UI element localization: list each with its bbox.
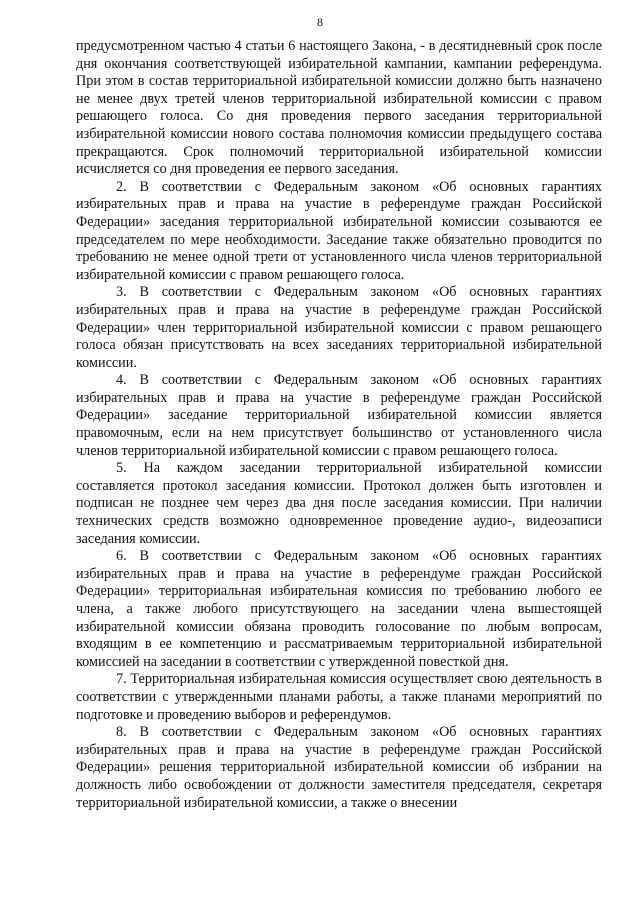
paragraph-item-3: 3. В соответствии с Федеральным законом «Об основных гарантиях избирательных прав и права на участие в референдуме граждан Российской Федерации» член территориальной избирательной комиссии с правом решающего голоса обязан присутствовать на всех заседаниях территориальной избирательной комиссии.	[76, 284, 602, 371]
document-body	[76, 38, 602, 812]
paragraph-item-7: 7. Территориальная избирательная комиссия осуществляет свою деятельность в соответствии с утвержденными планами работы, а также планами мероприятий по подготовке и проведению выборов и референдумов.	[76, 671, 602, 723]
paragraph-item-6: 6. В соответствии с Федеральным законом «Об основных гарантиях избирательных прав и права на участие в референдуме граждан Российской Федерации» территориальная избирательная комиссия по требованию любого ее члена, а также любого присутствующего на заседании члена вышестоящей избирательной комиссии обязана проводить голосование по любым вопросам, входящим в ее компетенцию и рассматриваемым территориальной избирательной комиссией на заседании в соответствии с утвержденной повесткой дня.	[76, 548, 602, 670]
paragraph-item-4: 4. В соответствии с Федеральным законом «Об основных гарантиях избирательных прав и права на участие в референдуме граждан Российской Федерации» заседание территориальной избирательной комиссии является правомочным, если на нем присутствует большинство от установленного числа членов территориальной избирательной комиссии с правом решающего голоса.	[76, 372, 602, 459]
paragraph-item-5: 5. На каждом заседании территориальной избирательной комиссии составляется протокол заседания комиссии. Протокол должен быть изготовлен и подписан не позднее чем через два дня после заседания комиссии. При наличии технических средств возможно одновременное проведение аудио-, видеозаписи заседания комиссии.	[76, 460, 602, 547]
paragraph-continuation: предусмотренном частью 4 статьи 6 настоящего Закона, - в десятидневный срок после дня окончания соответствующей избирательной кампании, кампании референдума. При этом в состав территориальной избирательной комиссии должно быть назначено не менее двух третей членов территориальной избирательной комиссии с правом решающего голоса. Со дня проведения первого заседания территориальной избирательной комиссии нового состава полномочия комиссии предыдущего состава прекращаются. Срок полномочий территориальной избирательной комиссии исчисляется со дня проведения ее первого заседания.	[76, 38, 602, 178]
page-number: 8	[317, 15, 323, 29]
paragraph-item-8: 8. В соответствии с Федеральным законом «Об основных гарантиях избирательных прав и права на участие в референдуме граждан Российской Федерации» решения территориальной избирательной комиссии об избрании на должность либо освобождении от должности заместителя председателя, секретаря территориальной избирательной комиссии, а также о внесении	[76, 724, 602, 811]
paragraph-item-2: 2. В соответствии с Федеральным законом «Об основных гарантиях избирательных прав и права на участие в референдуме граждан Российской Федерации» заседания территориальной избирательной комиссии созываются ее председателем по мере необходимости. Заседание также обязательно проводится по требованию не менее одной трети от установленного числа членов территориальной избирательной комиссии с правом решающего голоса.	[76, 178, 602, 283]
